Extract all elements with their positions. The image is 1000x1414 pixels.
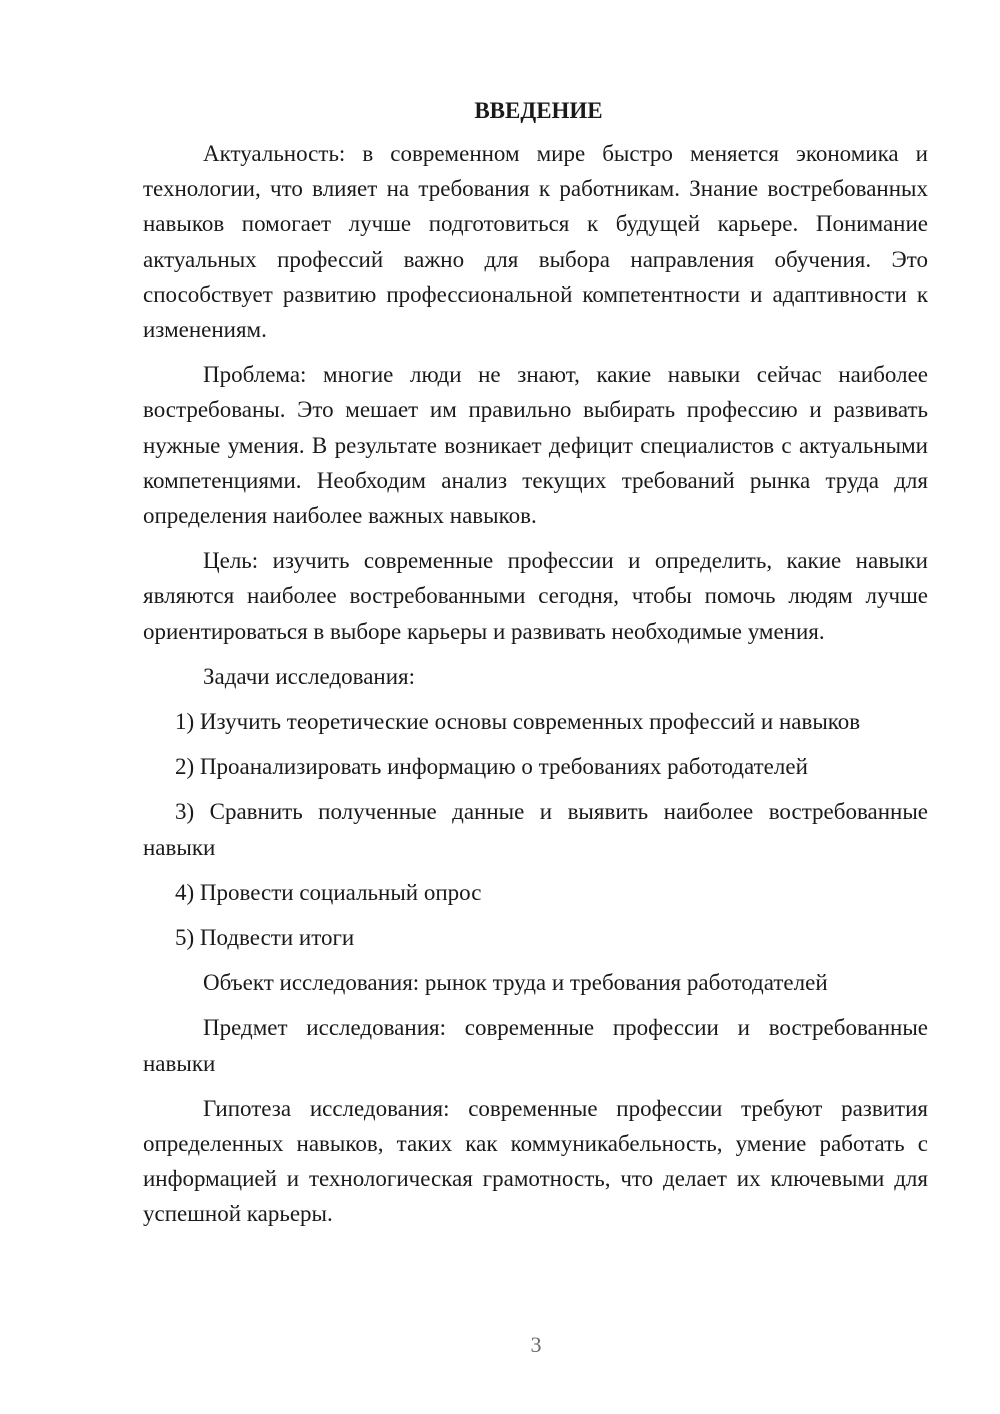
- task-item: 2) Проанализировать информацию о требованиях работодателей: [175, 754, 808, 780]
- page-number: 3: [530, 1332, 542, 1357]
- hypothesis-paragraph: Гипотеза исследования: современные профессии требуют развития определенных навыков, таких как коммуникабельность, умение работать с информацией и технологическая грамотность, что делает их ключевыми для успешной карьеры.: [143, 1095, 928, 1227]
- task-item: 1) Изучить теоретические основы современных профессий и навыков: [175, 709, 861, 735]
- tasks-heading: Задачи исследования:: [203, 663, 416, 689]
- task-item: 3) Сравнить полученные данные и выявить наиболее востребованные навыки: [143, 799, 928, 860]
- task-item: 5) Подвести итоги: [175, 925, 355, 951]
- document-body: [143, 96, 928, 1242]
- section-title: ВВЕДЕНИЕ: [474, 98, 603, 123]
- goal-paragraph: Цель: изучить современные профессии и определить, какие навыки являются наиболее востребованными сегодня, чтобы помочь людям лучше ориентироваться в выборе карьеры и развивать необходимые умения.: [143, 548, 928, 644]
- research-object-paragraph: Объект исследования: рынок труда и требования работодателей: [203, 970, 828, 996]
- problem-paragraph: Проблема: многие люди не знают, какие навыки сейчас наиболее востребованы. Это мешает им правильно выбирать профессию и развивать нужные умения. В результате возникает дефицит специалистов с актуальными компетенциями. Необходим анализ текущих требований рынка труда для определения наиболее важных навыков.: [143, 362, 928, 529]
- research-subject-paragraph: Предмет исследования: современные профессии и востребованные навыки: [143, 1015, 928, 1076]
- relevance-paragraph: Актуальность: в современном мире быстро меняется экономика и технологии, что влияет на требования к работникам. Знание востребованных навыков помогает лучше подготовиться к будущей карьере. Понимание актуальных профессий важно для выбора направления обучения. Это способствует развитию профессиональной компетентности и адаптивности к изменениям.: [143, 141, 928, 343]
- task-item: 4) Провести социальный опрос: [175, 879, 482, 905]
